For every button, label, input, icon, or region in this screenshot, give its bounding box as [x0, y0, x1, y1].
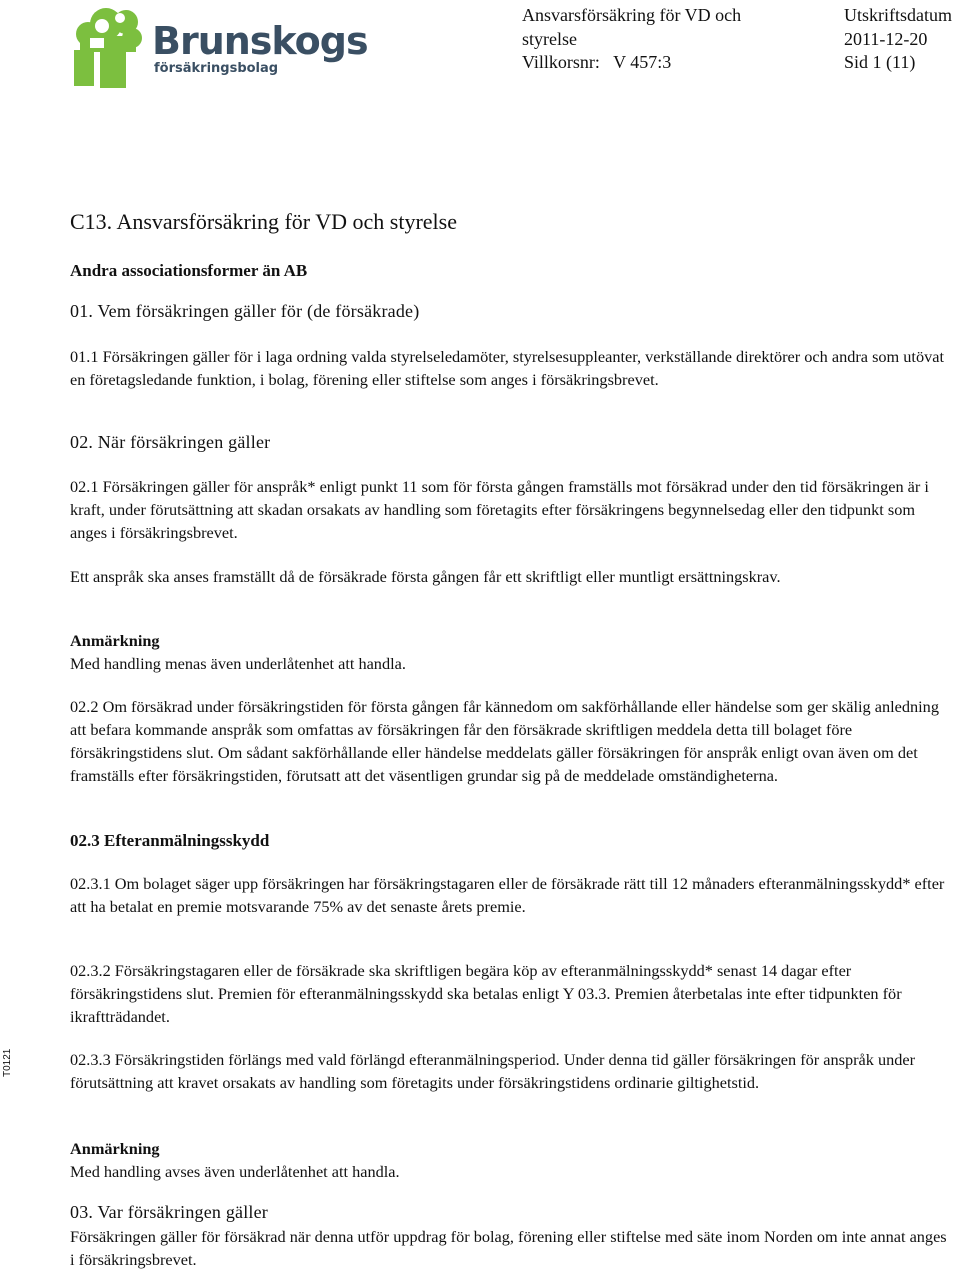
note-1-label: Anmärkning: [70, 631, 160, 650]
note-2-label: Anmärkning: [70, 1139, 160, 1158]
section-02-3-heading: 02.3 Efteranmälningsskydd: [70, 831, 270, 850]
note-1-text: Med handling menas även underlåtenhet att handla.: [70, 654, 406, 673]
paragraph-01-1: 01.1 Försäkringen gäller för i laga ordning valda styrelseledamöter, styrelsesuppleanter, verkställande direktörer och andra som utövat en företagsledande funktion, i bolag, förening eller stiftelse som anges i försäkringsbrevet.: [70, 347, 944, 389]
side-code: T0121: [2, 1048, 13, 1077]
paragraph-02-3-1: 02.3.1 Om bolaget säger upp försäkringen har försäkringstagaren eller de försäkrade rätt till 12 månaders efteranmälningsskydd* efter att ha betalat en premie motsvarande 75% av det senaste årets premie.: [70, 874, 945, 916]
print-info: [844, 4, 960, 75]
terms-number-row: [522, 51, 822, 75]
print-date-label: Utskriftsdatum: [844, 5, 952, 25]
page-indicator: Sid 1 (11): [844, 52, 916, 72]
company-logo: [70, 4, 368, 88]
tree-logo-icon: [70, 4, 150, 88]
paragraph-02-3-3: 02.3.3 Försäkringstiden förlängs med vald förlängd efteranmälningsperiod. Under denna tid gäller försäkringen för anspråk under förutsättning att kravet orsakats av handling som företagits under försäkringstidens ordinarie giltighetstid.: [70, 1050, 916, 1092]
document-header: [522, 4, 822, 75]
terms-label: Villkorsnr:: [522, 52, 600, 72]
paragraph-02-3-2: 02.3.2 Försäkringstagaren eller de försäkrade ska skriftligen begära köp av efteranmälningsskydd* senast 14 dagar efter försäkringstidens slut. Premien för efteranmälningsskydd ska betalas enligt Y 03.3. Premien återbetalas inte efter tidpunkten för ikraftträdandet.: [70, 961, 902, 1026]
section-02-heading: 02. När försäkringen gäller: [70, 432, 271, 452]
document-subtitle: Andra associationsformer än AB: [70, 261, 308, 280]
doc-title-line2: styrelse: [522, 28, 577, 49]
section-01-heading: 01. Vem försäkringen gäller för (de försäkrade): [70, 301, 420, 321]
note-2-text: Med handling avses även underlåtenhet att handla.: [70, 1162, 400, 1181]
print-date: 2011-12-20: [844, 28, 928, 49]
document-title: C13. Ansvarsförsäkring för VD och styrelse: [70, 209, 457, 234]
paragraph-02-2: 02.2 Om försäkrad under försäkringstiden för första gången får kännedom om sakförhållande eller händelse som ger skälig anledning att befara kommande anspråk som omfattas av försäkringen får den försäkrade skriftligen meddela detta till bolaget före försäkringstidens slut. Om sådant sakförhållande eller händelse meddelats gäller försäkringen för anspråk enligt ovan även om det framställs efter försäkringstiden, förutsatt att det väsentligen grundar sig på de meddelade omständigheterna.: [70, 697, 939, 785]
paragraph-03: Försäkringen gäller för försäkrad när denna utför uppdrag för bolag, förening eller stiftelse med säte inom Norden om inte annat anges i försäkringsbrevet.: [70, 1227, 947, 1269]
section-03-heading: 03. Var försäkringen gäller: [70, 1202, 269, 1222]
logo-subtitle: försäkringsbolag: [154, 61, 279, 76]
paragraph-02-1: 02.1 Försäkringen gäller för anspråk* enligt punkt 11 som för första gången framställs mot försäkrad under den tid försäkringen är i kraft, under förutsättning att skadan orsakats av handling som företagits efter försäkringens begynnelsedag eller den tidpunkt som anges i försäkringsbrevet.: [70, 477, 929, 542]
doc-title-line1: Ansvarsförsäkring för VD och: [522, 5, 742, 25]
terms-number: V 457:3: [613, 52, 672, 72]
paragraph-02-1-continued: Ett anspråk ska anses framställt då de försäkrade första gången får ett skriftligt eller muntligt ersättningskrav.: [70, 567, 781, 586]
logo-name: Brunskogs: [152, 19, 368, 63]
